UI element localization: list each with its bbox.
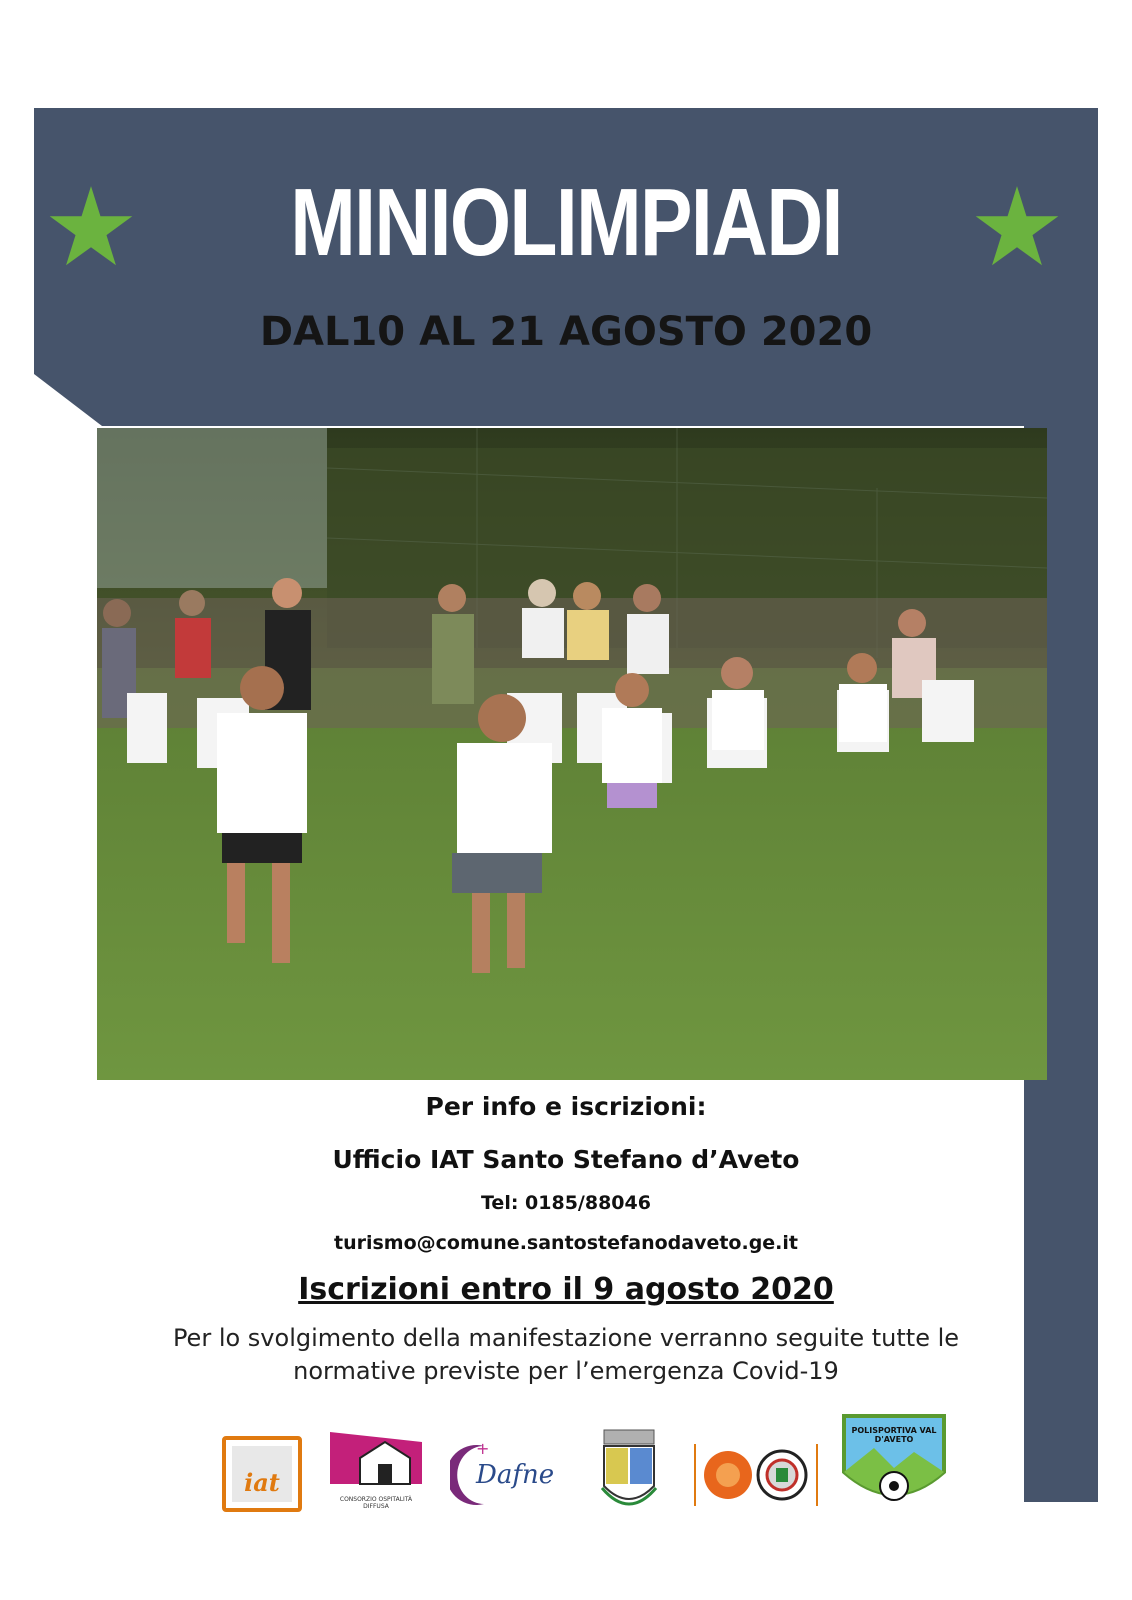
- registration-deadline: Iscrizioni entro il 9 agosto 2020: [298, 1272, 834, 1307]
- iat-logo-text: iat: [244, 1468, 280, 1497]
- coat-of-arms-icon: [598, 1428, 660, 1518]
- dafne-text: Dafne: [476, 1460, 555, 1490]
- polisportiva-text: POLISPORTIVA VAL D'AVETO: [851, 1426, 937, 1444]
- polisportiva-logo: [840, 1412, 948, 1516]
- house-icon: [330, 1432, 422, 1492]
- consorzio-text: CONSORZIO OSPITALITÀ DIFFUSA: [339, 1496, 413, 1510]
- iat-logo: [222, 1436, 302, 1512]
- children-running-photo: [97, 428, 1047, 1080]
- info-heading: Per info e iscrizioni:: [425, 1092, 707, 1121]
- info-phone: Tel: 0185/88046: [481, 1192, 651, 1214]
- municipal-crest: [598, 1428, 660, 1518]
- event-photo: [97, 428, 1047, 1080]
- covid-note-line: normative previste per l’emergenza Covid-19: [293, 1357, 839, 1385]
- dafne-logo: [450, 1440, 570, 1510]
- info-email: turismo@comune.santostefanodaveto.ge.it: [333, 1232, 798, 1254]
- partner-logos: [694, 1444, 818, 1506]
- info-office: Ufficio IAT Santo Stefano d’Aveto: [332, 1145, 800, 1174]
- poster-title: MINIOLIMPIADI: [290, 169, 842, 276]
- svg-text:+: +: [476, 1440, 490, 1458]
- consorzio-logo: [330, 1432, 422, 1512]
- covid-note-line: Per lo svolgimento della manifestazione verranno seguite tutte le: [172, 1324, 960, 1352]
- covid-note: [0, 1322, 1132, 1388]
- partner-badges-icon: [696, 1444, 816, 1506]
- event-dates: DAL10 AL 21 AGOSTO 2020: [259, 309, 873, 355]
